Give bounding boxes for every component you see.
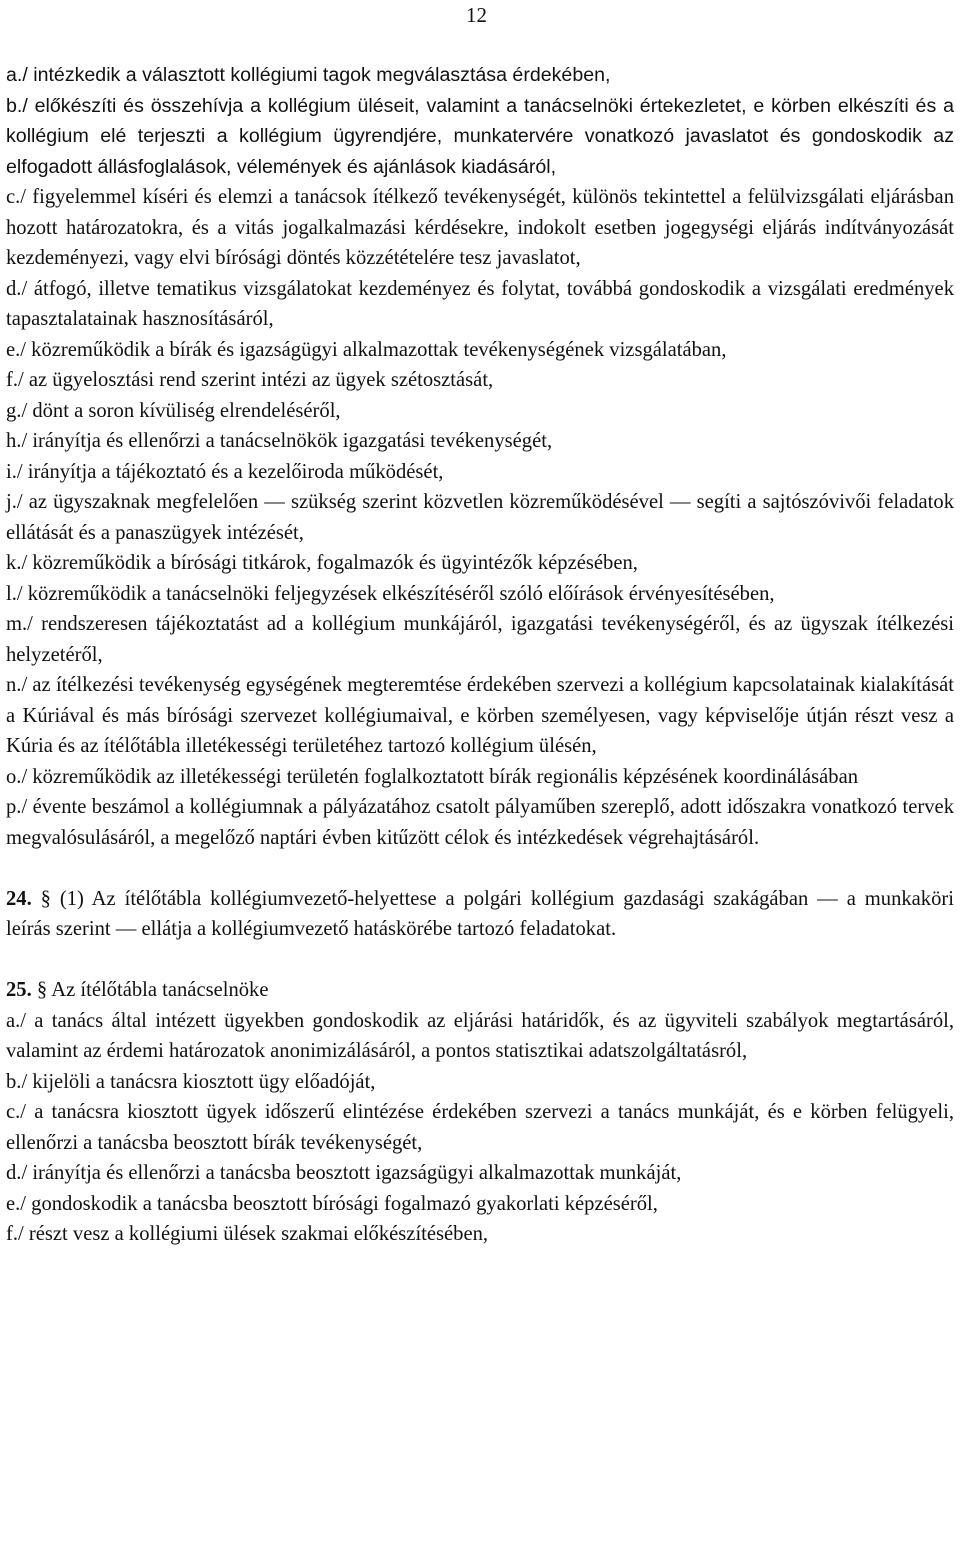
list-item-k: k./ közreműködik a bírósági titkárok, fogalmazók és ügyintézők képzésében, [6,552,638,574]
section-24-sign: § [40,887,51,910]
list-item-g: g./ dönt a soron kívüliség elrendeléséről, [6,399,341,422]
list-item-d: d./ átfogó, illetve tematikus vizsgálatokat kezdeményez és folytat, továbbá gondoskodik a vizsgálati eredmények tapasztalatainak hasznosításáról, [6,277,954,330]
section-25-title [6,975,954,1006]
list-item-b: b./ előkészíti és összehívja a kollégium üléseit, valamint a tanácselnöki értekezletet, e körben elkészíti és a kollégium elé terjeszti a kollégium ügyrendjére, munkatervére vonatkozó javaslatot és gondoskodik az elfogadott állásfoglalások, vélemények és ajánlások kiadásáról, [6,94,954,178]
section-25-number: 25. [6,979,32,1001]
list-item-a: a./ intézkedik a választott kollégiumi tagok megválasztása érdekében, [6,64,611,86]
page-number: 12 [466,3,487,27]
list-item-f: f./ az ügyelosztási rend szerint intézi az ügyek szétosztását, [6,369,494,391]
section-24-text: (1) Az ítélőtábla kollégiumvezető-helyettese a polgári kollégium gazdasági szakágában — a munkaköri leírás szerint — ellátja a kollégiumvezető hatáskörébe tartozó feladatokat. [6,887,954,940]
list-item-c: c./ figyelemmel kíséri és elemzi a tanácsok ítélkező tevékenységét, különös tekintettel a felülvizsgálati eljárásban hozott határozatokra, és a vitás jogalkalmazási kérdésekre, indokolt esetben jogegységi eljárás indítványozását kezdeményezi, vagy elvi bírósági döntés közzétételére tesz javaslatot, [6,186,954,269]
list-item-i: i./ irányítja a tájékoztató és a kezelőiroda működését, [6,460,444,483]
list-item-j: j./ az ügyszaknak megfelelően — szükség szerint közvetlen közreműködésével — segíti a sajtószóvivői feladatok ellátását és a panaszügyek intézését, [6,491,954,544]
document-body [6,60,954,1250]
paragraph-gap [6,945,954,976]
list-item-h: h./ irányítja és ellenőrzi a tanácselnökök igazgatási tevékenységét, [6,430,553,452]
section-25-item-b: b./ kijelöli a tanácsra kiosztott ügy előadóját, [6,1070,376,1093]
list-item-p: p./ évente beszámol a kollégiumnak a pályázatához csatolt pályaműben szereplő, adott időszakra vonatkozó tervek megvalósulásáról, a megelőző naptári évben kitűzött célok és intézkedések végrehajtásáról. [6,796,954,849]
items-c-to-p [6,182,954,853]
list-item-m: m./ rendszeresen tájékoztatást ad a kollégium munkájáról, igazgatási tevékenységéről, és az ügyszak ítélkezési helyzetéről, [6,613,954,666]
list-item-l: l./ közreműködik a tanácselnöki feljegyzések elkészítéséről szóló előírások érvényesítésében, [6,582,775,605]
section-25-sign: § [36,979,48,1001]
section-25-item-a: a./ a tanács által intézett ügyekben gondoskodik az eljárási határidők, és az ügyviteli szabályok megtartásáról, valamint az érdemi határozatok anonimizálásáról, a pontos statisztikai adatszolgáltatásról, [6,1009,954,1062]
section-25-item-c: c./ a tanácsra kiosztott ügyek időszerű elintézése érdekében szervezi a tanács munkáját, és e körben felügyeli, ellenőrzi a tanácsba beosztott bírák tevékenységét, [6,1101,954,1154]
items-a-to-b [6,60,954,182]
section-25 [6,975,954,1250]
section-25-item-f: f./ részt vesz a kollégiumi ülések szakmai előkészítésében, [6,1223,489,1245]
section-24 [6,884,954,945]
section-25-item-e: e./ gondoskodik a tanácsba beosztott bírósági fogalmazó gyakorlati képzéséről, [6,1192,658,1215]
paragraph-gap [6,853,954,884]
section-25-heading: Az ítélőtábla tanácselnöke [47,979,269,1001]
list-item-e: e./ közreműködik a bírák és igazságügyi alkalmazottak tevékenységének vizsgálatában, [6,338,727,361]
list-item-n: n./ az ítélkezési tevékenység egységének megteremtése érdekében szervezi a kollégium kapcsolatainak kialakítását a Kúriával és más bírósági szervezet kollégiumaival, e körben személyesen, vagy képviselője útján részt vesz a Kúria és az ítélőtábla illetékességi területéhez tartozó kollégium ülésén, [6,674,954,757]
section-24-number: 24. [6,887,32,910]
section-25-item-d: d./ irányítja és ellenőrzi a tanácsba beosztott igazságügyi alkalmazottak munkáját, [6,1162,682,1184]
list-item-o: o./ közreműködik az illetékességi területén foglalkoztatott bírák regionális képzésének koordinálásában [6,765,859,788]
